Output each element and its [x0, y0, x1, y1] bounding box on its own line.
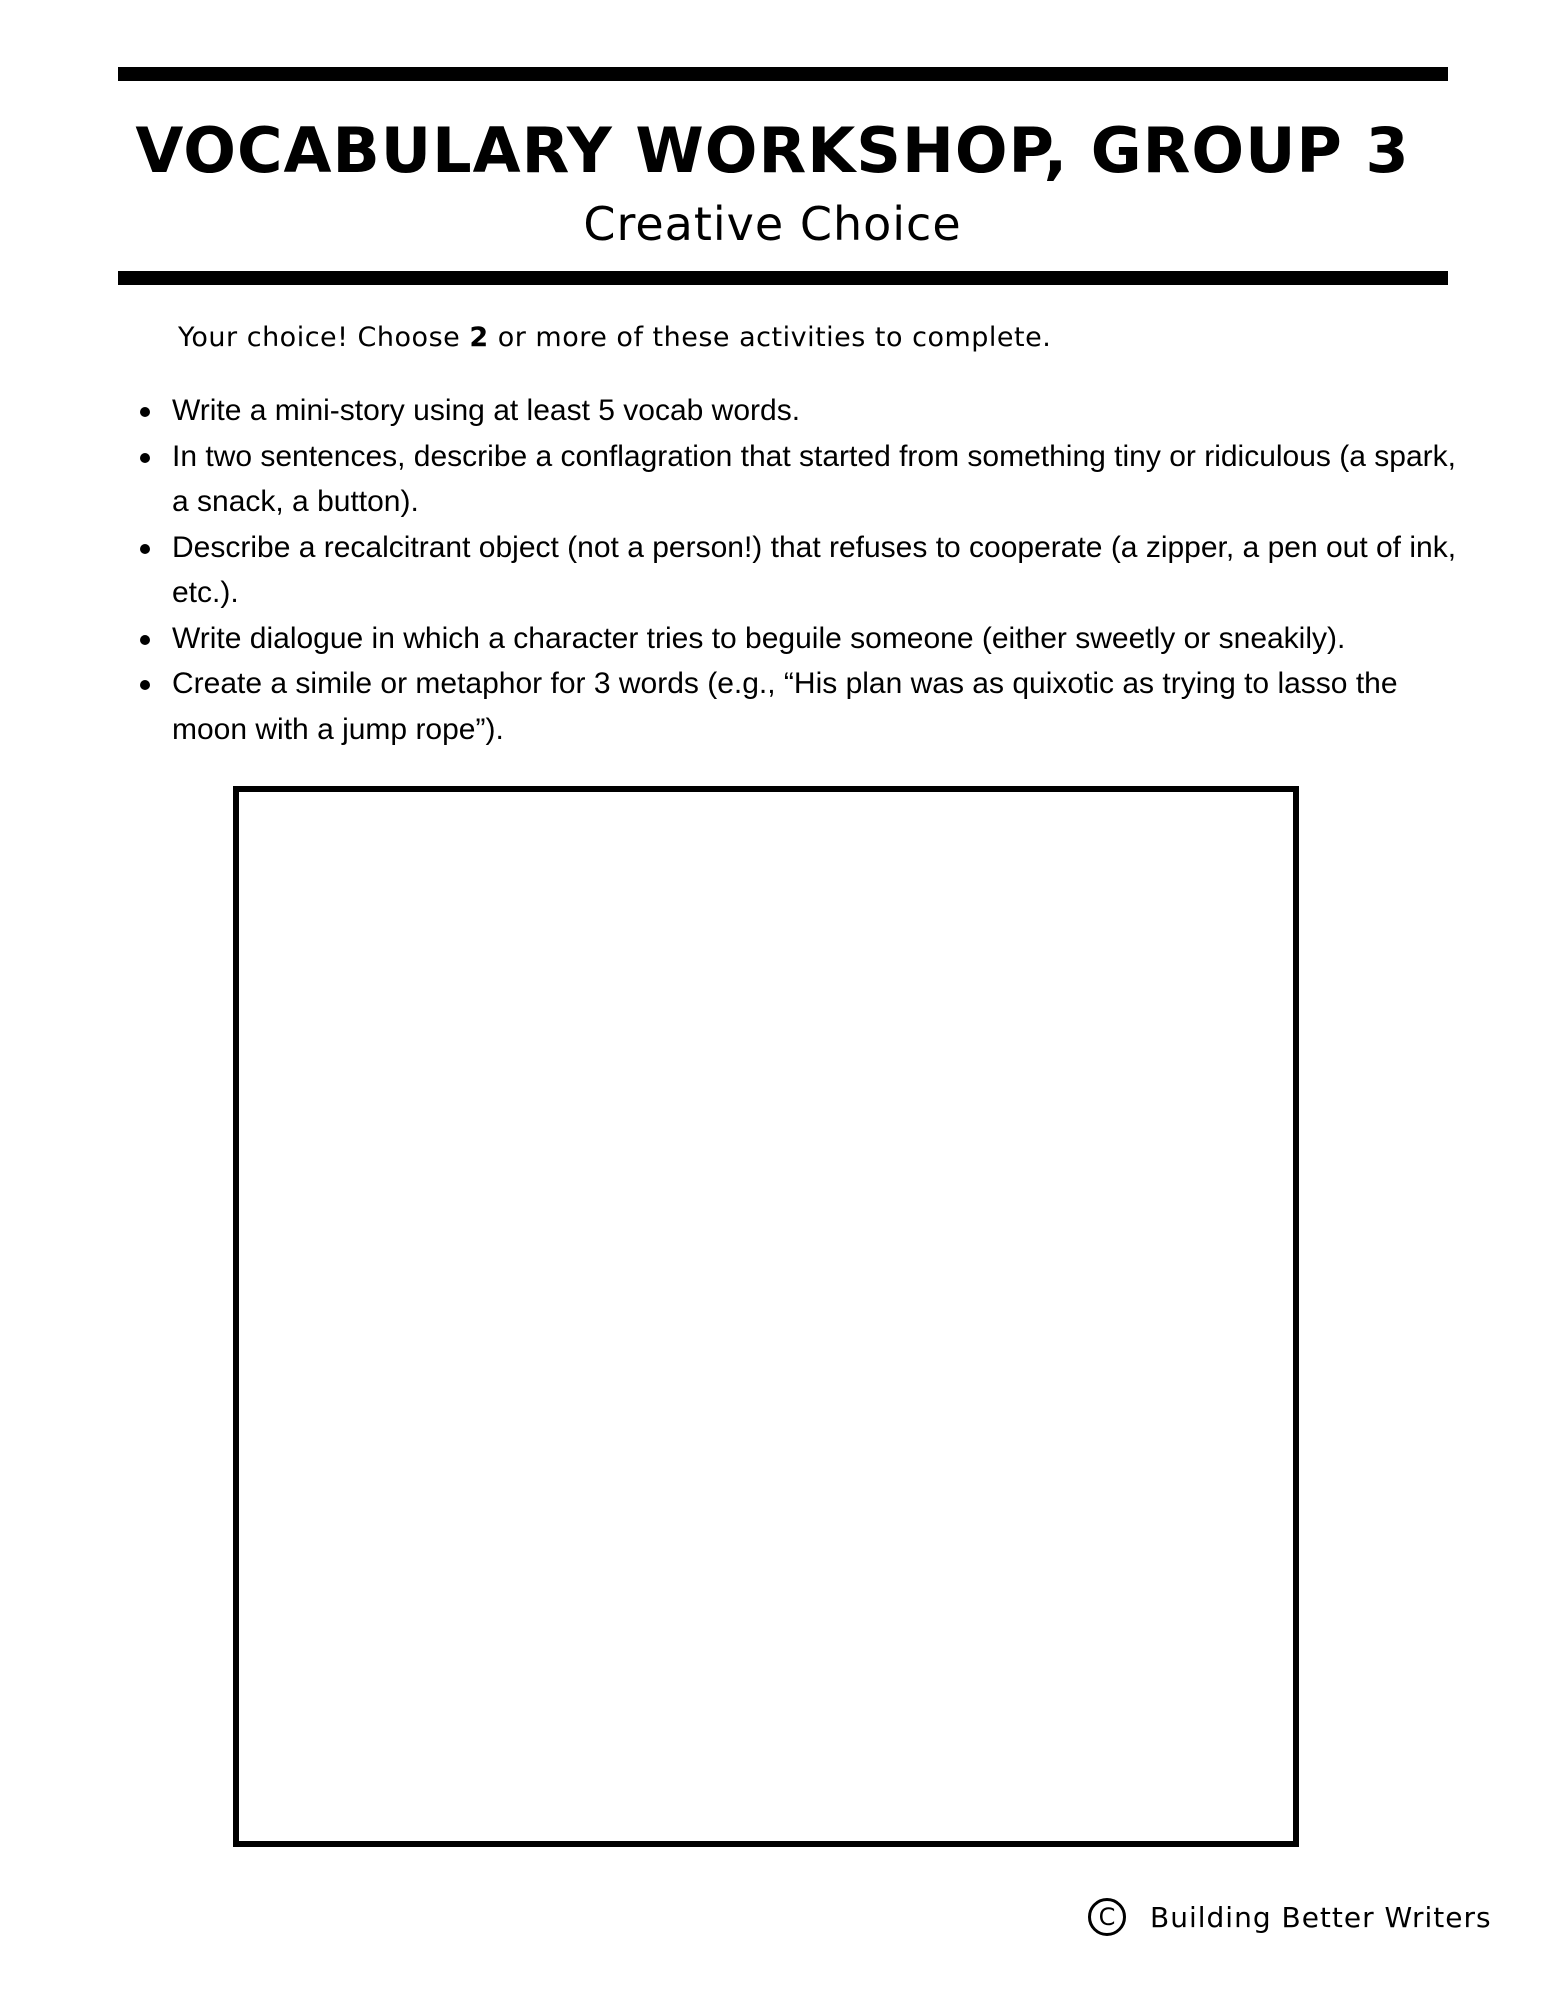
list-item: [172, 388, 1462, 434]
instructions-text-after: or more of these activities to complete.: [488, 322, 1052, 353]
bullet-icon: [140, 453, 150, 463]
top-divider: [118, 67, 1448, 81]
bullet-icon: [140, 635, 150, 645]
activity-list: [172, 388, 1462, 752]
activity-text: Write a mini-story using at least 5 vocab words.: [172, 394, 801, 427]
instructions-number: 2: [469, 322, 489, 353]
list-item: [172, 661, 1462, 752]
bottom-divider: [118, 271, 1448, 285]
instructions-text-before: Your choice! Choose: [178, 322, 470, 353]
list-item: [172, 525, 1462, 616]
footer-credit: Building Better Writers: [1150, 1900, 1492, 1934]
list-item: [172, 616, 1462, 662]
list-item: [172, 434, 1462, 525]
bullet-icon: [140, 680, 150, 690]
activity-text: Describe a recalcitrant object (not a person!) that refuses to cooperate (a zipper, a pen out of ink, etc.).: [172, 530, 1457, 609]
footer: [1088, 1892, 1492, 1942]
copyright-icon: C: [1088, 1898, 1126, 1936]
answer-box[interactable]: [233, 786, 1299, 1847]
activity-text: In two sentences, describe a conflagration that started from something tiny or ridiculous (a spark, a snack, a button).: [172, 439, 1456, 518]
instructions: [178, 318, 1051, 358]
page-title: VOCABULARY WORKSHOP, GROUP 3: [135, 114, 1410, 187]
bullet-icon: [140, 407, 150, 417]
page-subtitle: Creative Choice: [583, 197, 962, 251]
bullet-icon: [140, 544, 150, 554]
activity-text: Write dialogue in which a character tries to beguile someone (either sweetly or sneakily).: [172, 621, 1346, 655]
activity-text: Create a simile or metaphor for 3 words (e.g., “His plan was as quixotic as trying to lasso the moon with a jump rope”).: [172, 667, 1398, 746]
